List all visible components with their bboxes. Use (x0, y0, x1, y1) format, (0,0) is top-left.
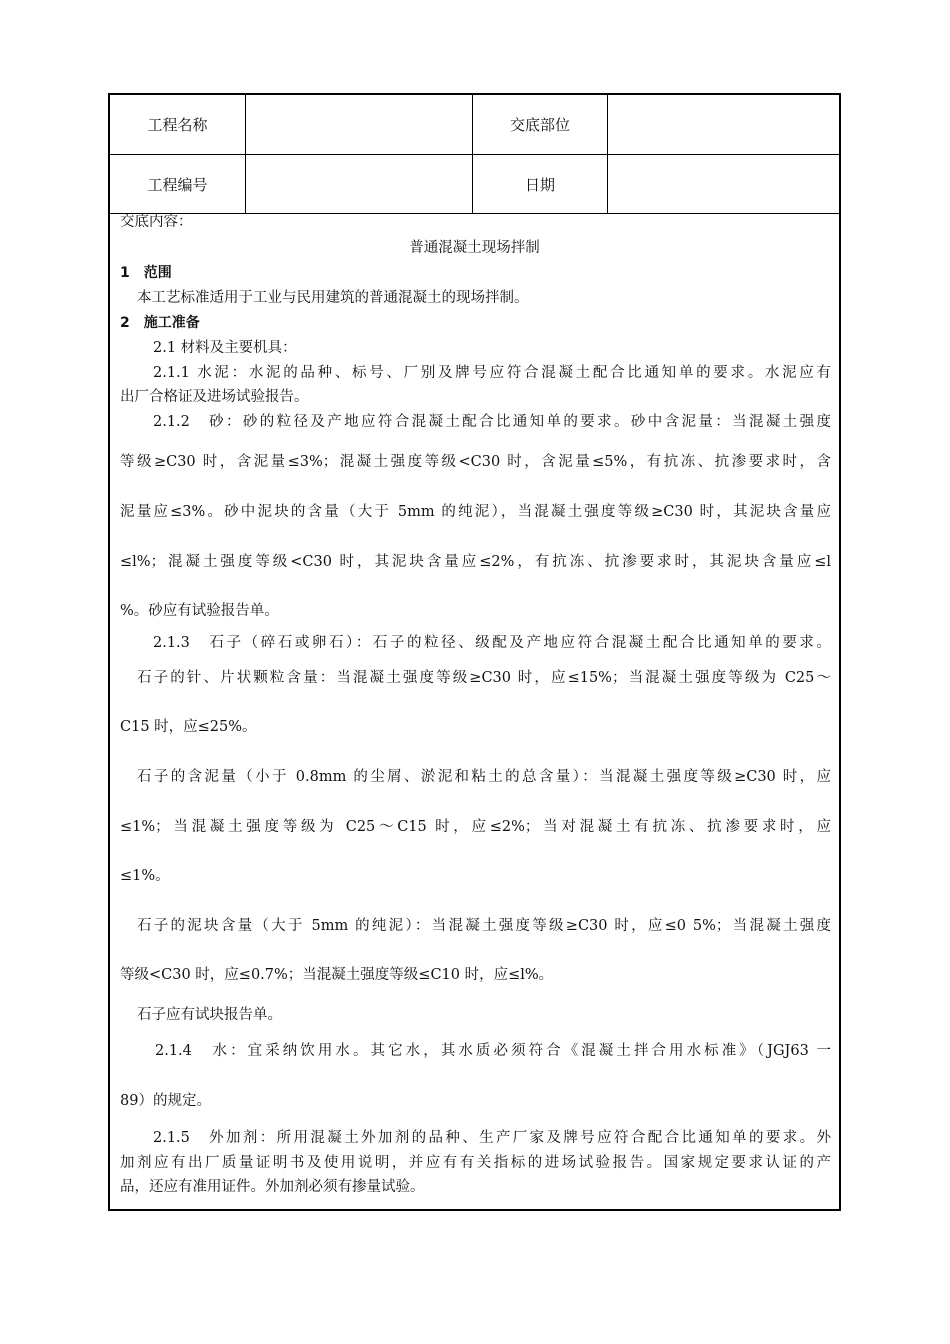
para-2-1-2-line-4: ≤l%；混凝土强度等级<C30 时，其泥块含量应≤2%，有抗冻、抗渗要求时，其泥块含量应≤l (120, 554, 831, 570)
para-2-1-4-line-1: 2.1.4 水：宜采纳饮用水。其它水，其水质必须符合《混凝土拌合用水标准》（JGJ63 一 (155, 1043, 831, 1059)
para-2-1-2-line-3: 泥量应≤3%。砂中泥块的含量（大于 5mm 的纯泥），当混凝土强度等级≥C30 时，其泥块含量应 (120, 504, 831, 520)
date-label: 日期 (473, 155, 608, 213)
project-name-field[interactable] (246, 95, 473, 154)
para-2-1-3-line-6: ≤1%。 (120, 868, 170, 884)
para-2-1-4-line-2: 89）的规定。 (120, 1093, 211, 1109)
para-2-1-2-line-5: %。砂应有试验报告单。 (120, 603, 279, 619)
header-row-1 (110, 95, 839, 155)
handover-content (110, 214, 839, 1209)
project-no-field[interactable] (246, 155, 473, 213)
para-2-1-1-line-1: 2.1.1 水泥：水泥的品种、标号、厂别及牌号应符合混凝土配合比通知单的要求。水泥应有 (153, 365, 832, 381)
project-name-label: 工程名称 (110, 95, 246, 154)
intro-label: 交底内容： (120, 214, 193, 230)
para-2-1-5-line-1: 2.1.5 外加剂：所用混凝土外加剂的品种、生产厂家及牌号应符合配合比通知单的要求。外 (153, 1130, 831, 1146)
handover-part-label: 交底部位 (473, 95, 608, 154)
para-2-1-5-line-2: 加剂应有出厂质量证明书及使用说明，并应有有关指标的进场试验报告。国家规定要求认证的产 (120, 1155, 831, 1171)
doc-title: 普通混凝土现场拌制 (409, 240, 540, 256)
para-2-1-3-line-3: C15 时，应≤25%。 (120, 719, 257, 735)
section-1-heading: 1 范围 (120, 265, 172, 281)
para-2-1-2-line-1: 2.1.2 砂：砂的粒径及产地应符合混凝土配合比通知单的要求。砂中含泥量：当混凝土强度 (153, 414, 831, 430)
project-no-label: 工程编号 (110, 155, 246, 213)
para-2-1-3-line-5: ≤1%；当混凝土强度等级为 C25～C15 时，应≤2%；当对混凝土有抗冻、抗渗要求时，应 (120, 819, 831, 835)
para-2-1-3-line-7: 石子的泥块含量（大于 5mm 的纯泥）：当混凝土强度等级≥C30 时，应≤0 5%；当混凝土强度 (137, 918, 831, 934)
handover-part-field[interactable] (608, 95, 839, 154)
handover-form (108, 93, 841, 1211)
para-2-1-3-line-2: 石子的针、片状颗粒含量：当混凝土强度等级≥C30 时，应≤15%；当混凝土强度等级为 C25～ (137, 670, 831, 686)
para-2-1-2-line-2: 等级≥C30 时，含泥量≤3%；混凝土强度等级<C30 时，含泥量≤5%，有抗冻、抗渗要求时，含 (120, 454, 831, 470)
para-2-1-3-line-8: 等级<C30 时，应≤0.7%；当混凝土强度等级≤C10 时，应≤l%。 (120, 967, 554, 983)
para-2-1-3-line-1: 2.1.3 石子（碎石或卵石）：石子的粒径、级配及产地应符合混凝土配合比通知单的要求。 (153, 635, 831, 651)
para-2-1-5-line-3: 品，还应有准用证件。外加剂必须有掺量试验。 (120, 1179, 425, 1195)
section-2-1: 2.1 材料及主要机具： (153, 340, 297, 356)
date-field[interactable] (608, 155, 839, 213)
para-2-1-3-line-9: 石子应有试块报告单。 (137, 1007, 282, 1023)
para-2-1-1-line-2: 出厂合格证及进场试验报告。 (120, 389, 309, 405)
section-2-heading: 2 施工准备 (120, 315, 200, 331)
section-1-text: 本工艺标准适用于工业与民用建筑的普通混凝土的现场拌制。 (137, 290, 529, 306)
header-row-2 (110, 155, 839, 214)
para-2-1-3-line-4: 石子的含泥量（小于 0.8mm 的尘屑、淤泥和粘土的总含量）：当混凝土强度等级≥C30 时，应 (137, 769, 831, 785)
